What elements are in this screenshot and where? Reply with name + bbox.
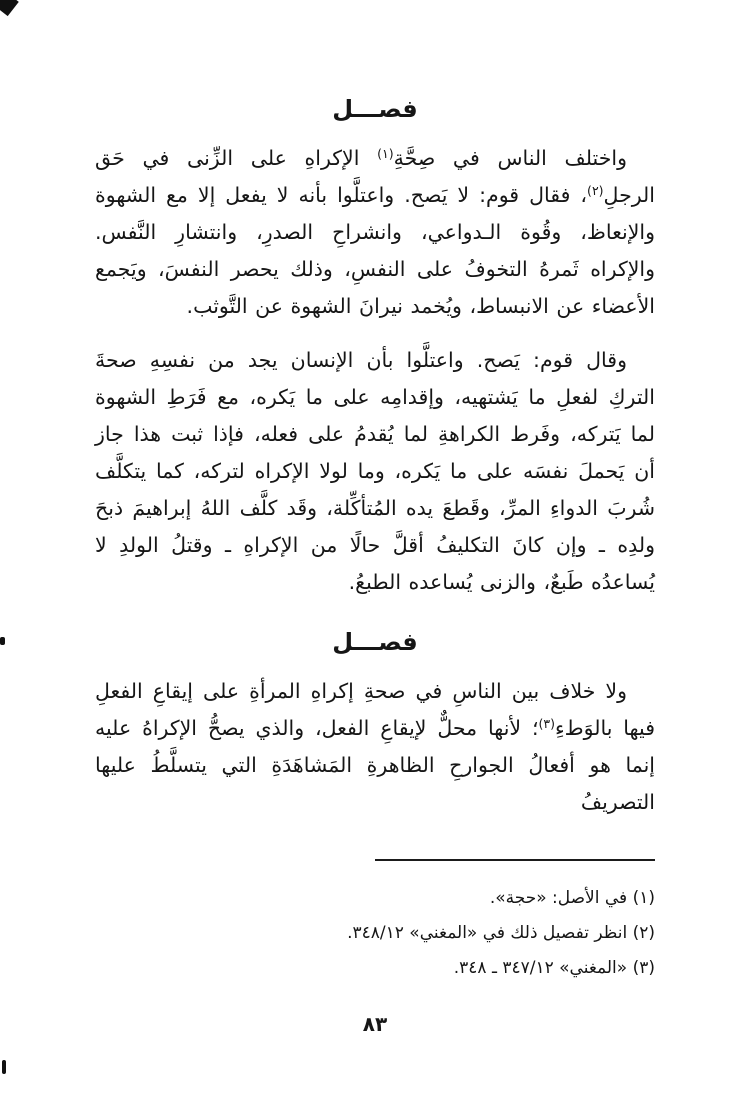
footnote-1: (١) في الأصل: «حجة». bbox=[489, 888, 655, 908]
page-number: ٨٣ bbox=[362, 1012, 388, 1036]
footnote-ref-3: (٣) bbox=[538, 716, 556, 731]
scan-artifact bbox=[2, 1060, 6, 1074]
footnote-2: (٢) انظر تفصيل ذلك في «المغني» ٣٤٨/١٢. bbox=[347, 923, 655, 943]
page-content bbox=[95, 0, 655, 1036]
footnotes bbox=[95, 881, 655, 986]
scan-artifact bbox=[0, 0, 19, 16]
section-heading-2: فصـــل bbox=[332, 628, 418, 656]
paragraph-text: ؛ لأنها محلٌّ لإيقاعِ الفعل، والذي يصحُّ الإكراهُ عليه إنما هو أفعالُ الجوارحِ الظاهرةِ المَشاهَدَةِ التي يتسلَّطُ عليها التصريفُ bbox=[95, 716, 655, 814]
footnote-separator bbox=[375, 859, 655, 861]
paragraph-text: الإكراهِ على الزِّنى في حَق الرجلِ bbox=[95, 146, 655, 207]
scan-artifact bbox=[0, 637, 5, 645]
paragraph-text: ولا خلاف بين الناسِ في صحةِ إكراهِ المرأةِ على إيقاعِ الفعلِ فيها بالوَطءِ bbox=[95, 679, 655, 740]
paragraph-1 bbox=[95, 140, 655, 325]
paragraph-3 bbox=[95, 673, 655, 821]
paragraph-text: ، فقال قوم: لا يَصح. واعتلَّوا بأنه لا يفعل إلا مع الشهوة والإنعاظ، وقُوة الـدواعي، وانشراحِ الصدرِ، وانتشارِ النَّفس. والإكراه ثَمرهُ التخوفُ على النفسِ، وذلك يحصر النفسَ، ويَجمع الأعضاء عن الانبساط، ويُخمد نيرانَ الشهوة عن التَّوثب. bbox=[95, 183, 655, 318]
paragraph-2: وقال قوم: يَصح. واعتلَّوا بأن الإنسان يجد من نفسِهِ صحةَ التركِ لفعلِ ما يَشتهيه، وإقدامِه على ما يَكره، مع فَرَطِ الشهوة لما يَتركه، وفَرط الكراهةِ لما يُقدمُ على فعله، فإذا ثبت هذا جاز أن يَحملَ نفسَه على ما يَكره، وما لولا الإكراه لتركه، كما يتكلَّف شُربَ الدواءِ المرِّ، وقَطعَ يده المُتأكِّلة، وقَد كلَّف اللهُ إبراهيمَ ذبحَ ولدِه ـ وإن كانَ التكليفُ أقلَّ حالًا من الإكراهِ ـ وقتلُ الولدِ لا يُساعدُه طَبعٌ، والزنى يُساعده الطبعُ. bbox=[95, 348, 655, 594]
paragraph-text: واختلف الناس في صِحَّةِ bbox=[393, 146, 627, 170]
section-heading-1: فصـــل bbox=[332, 95, 418, 123]
footnote-ref-1: (١) bbox=[377, 146, 394, 161]
footnote-ref-2: (٢) bbox=[587, 183, 604, 198]
footnote-3: (٣) «المغني» ٣٤٧/١٢ ـ ٣٤٨. bbox=[453, 958, 655, 978]
